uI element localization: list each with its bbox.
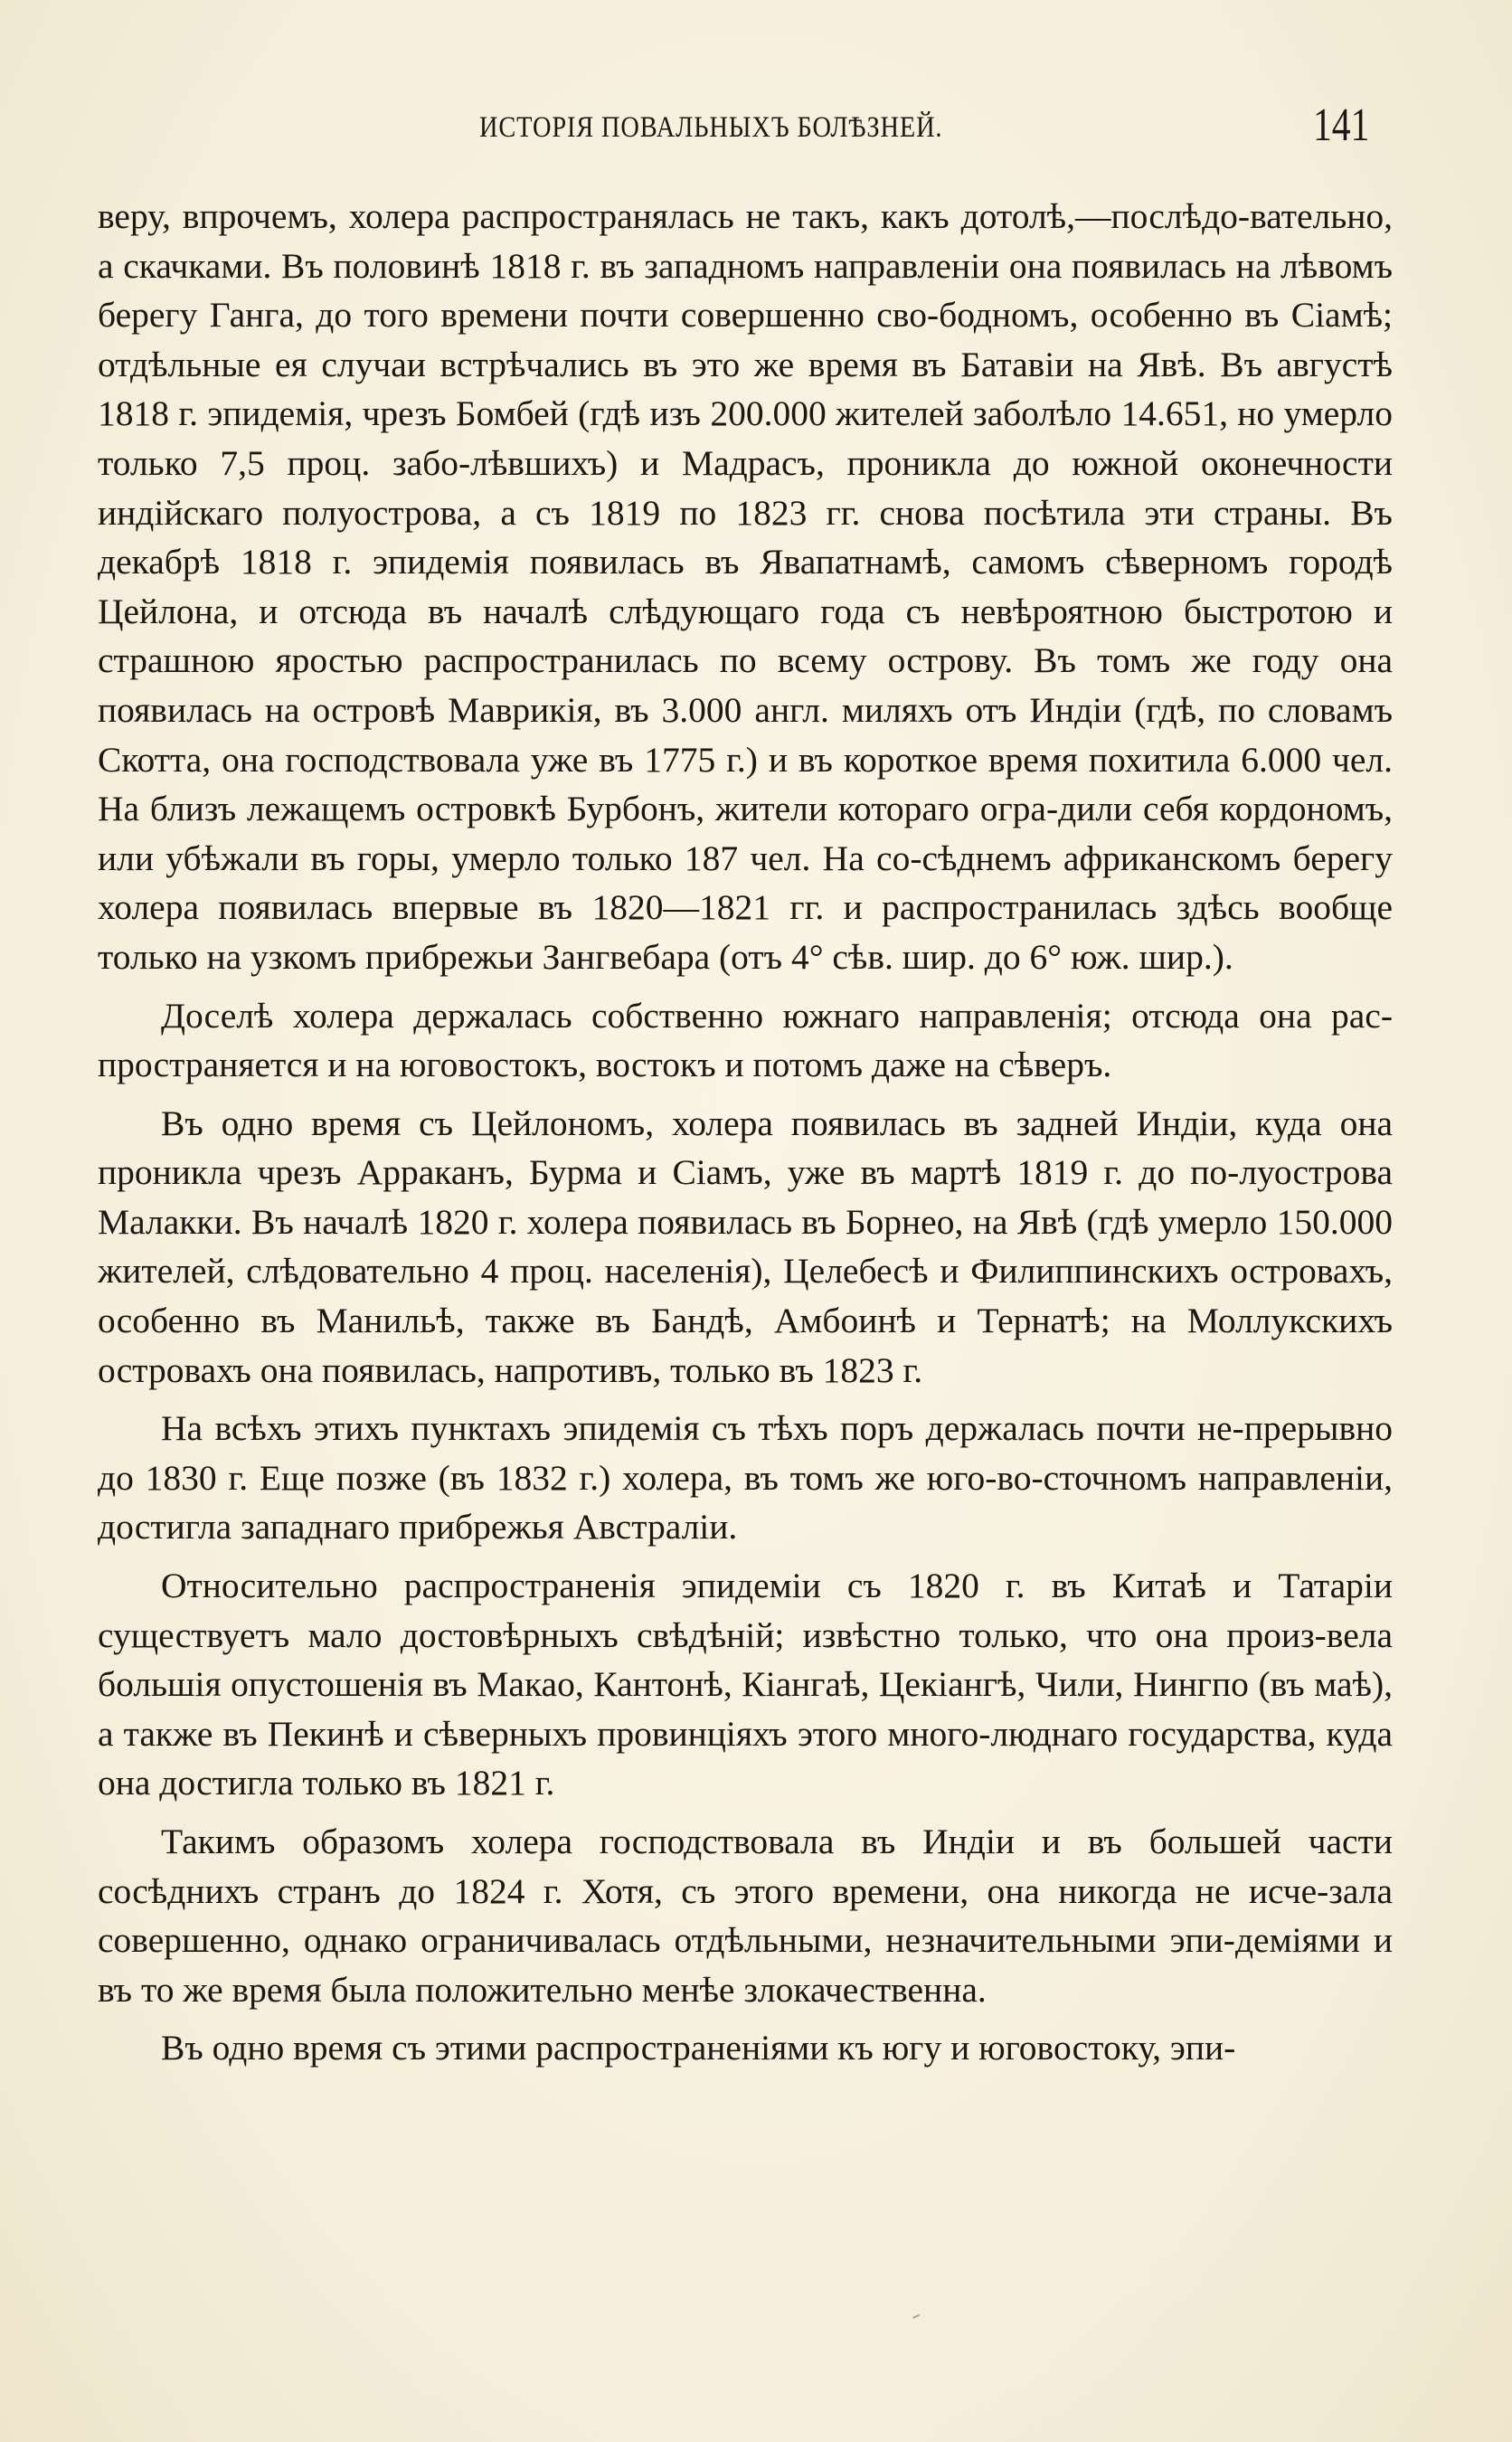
paragraph-5: Относительно распространенія эпидеміи съ 1820 г. въ Китаѣ и Татаріи существуетъ мало достовѣрныхъ свѣдѣній; извѣстно только, что она произ-вела большія опустошенія въ Макао, Кантонѣ, Кіангаѣ, Цекіангѣ, Чили, Нингпо (въ маѣ), а также въ Пекинѣ и сѣверныхъ провинціяхъ этого много-люднаго государства, куда она достигла только въ 1821 г. [98,1566,1393,1803]
paragraph-1: веру, впрочемъ, холера распространялась не такъ, какъ дотолѣ,—послѣдо-вательно, а скачками. Въ половинѣ 1818 г. въ западномъ направленіи она появилась на лѣвомъ берегу Ганга, до того времени почти совершенно сво-бодномъ, особенно въ Сіамѣ; отдѣльные ея случаи встрѣчались въ это же время въ Батавіи на Явѣ. Въ августѣ 1818 г. эпидемія, чрезъ Бомбей (гдѣ изъ 200.000 жителей заболѣло 14.651, но умерло только 7,5 проц. забо-лѣвшихъ) и Мадрасъ, проникла до южной оконечности индійскаго полуострова, а съ 1819 по 1823 гг. снова посѣтила эти страны. Въ декабрѣ 1818 г. эпидемія появилась въ Явапатнамѣ, самомъ сѣверномъ городѣ Цейлона, и отсюда въ началѣ слѣдующаго года съ невѣроятною быстротою и страшною яростью распространилась по всему острову. Въ томъ же году она появилась на островѣ Маврикія, въ 3.000 англ. миляхъ отъ Индіи (гдѣ, по словамъ Скотта, она господствовала уже въ 1775 г.) и въ короткое время похитила 6.000 чел. На близъ лежащемъ островкѣ Бурбонъ, жители котораго огра-дили себя кордономъ, или убѣжали въ горы, умерло только 187 чел. На со-сѣднемъ африканскомъ берегу холера появилась впервые въ 1820—1821 гг. и распространилась здѣсь вообще только на узкомъ прибрежьи Зангвебара (отъ 4° сѣв. шир. до 6° юж. шир.). [98,196,1393,977]
page-number: 141 [1313,99,1370,151]
paragraph-7: Въ одно время съ этими распространеніями къ югу и юговостоку, эпи- [161,2028,1236,2068]
paragraph-6: Такимъ образомъ холера господствовала въ Индіи и въ большей части сосѣднихъ странъ до 1824 г. Хотя, съ этого времени, она никогда не исче-зала совершенно, однако ограничивалась отдѣльными, незначительными эпи-деміями и въ то же время была положительно менѣе злокачественна. [98,1822,1393,2010]
page-header [0,95,1512,158]
body-text [98,192,1393,2082]
paragraph-3: Въ одно время съ Цейлономъ, холера появилась въ задней Индіи, куда она проникла чрезъ Арраканъ, Бурма и Сіамъ, уже въ мартѣ 1819 г. до по-луострова Малакки. Въ началѣ 1820 г. холера появилась въ Борнео, на Явѣ (гдѣ умерло 150.000 жителей, слѣдовательно 4 проц. населенія), Целебесѣ и Филиппинскихъ островахъ, особенно въ Манильѣ, также въ Бандѣ, Амбоинѣ и Тернатѣ; на Моллукскихъ островахъ она появилась, напротивъ, только въ 1823 г. [98,1103,1393,1390]
paragraph-2: Доселѣ холера держалась собственно южнаго направленія; отсюда она рас-пространяется и на юговостокъ, востокъ и потомъ даже на сѣверъ. [98,995,1393,1085]
paragraph-4: На всѣхъ этихъ пунктахъ эпидемія съ тѣхъ поръ держалась почти не-прерывно до 1830 г. Еще позже (въ 1832 г.) холера, въ томъ же юго-во-сточномъ направленіи, достигла западнаго прибрежья Австраліи. [98,1408,1393,1548]
print-mark [912,2314,921,2323]
running-title: ИСТОРІЯ ПОВАЛЬНЫХЪ БОЛѢЗНЕЙ. [479,111,943,144]
